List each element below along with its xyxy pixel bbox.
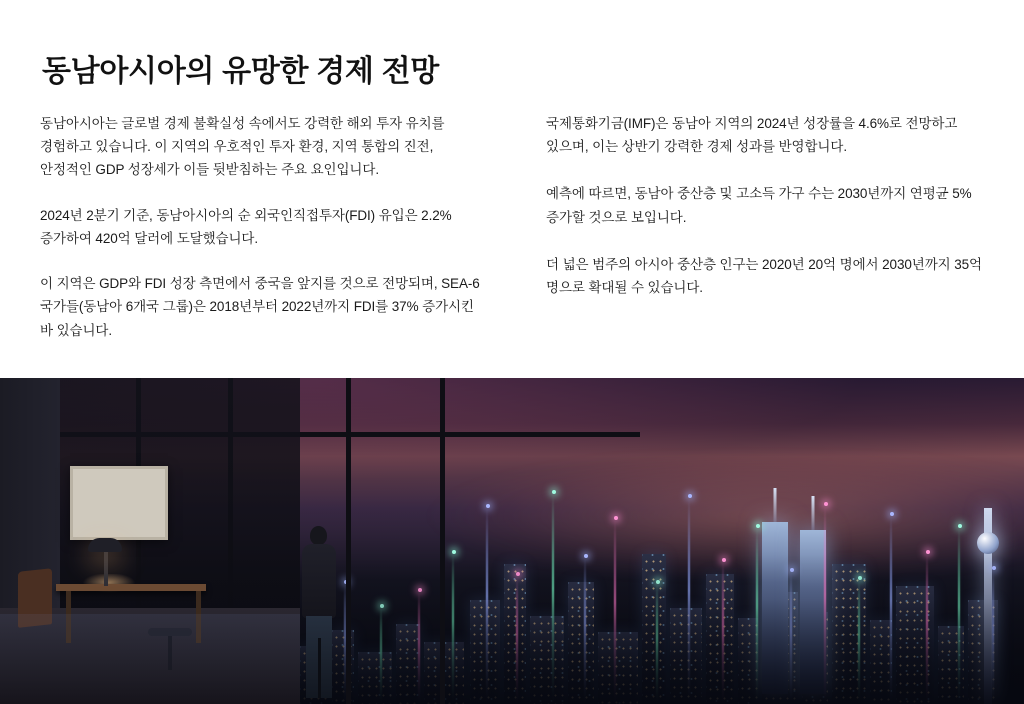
paragraph: 더 넓은 범주의 아시아 중산층 인구는 2020년 20억 명에서 2030년까지 35억 명으로 확대될 수 있습니다. [546,256,982,296]
stool-seat [148,628,192,636]
paragraph: 동남아시아는 글로벌 경제 불확실성 속에서도 강력한 해외 투자 유치를 경험하고 있습니다. 이 지역의 우호적인 투자 환경, 지역 통합의 진전, 안정적인 GDP 성장세가 이들 뒷받침하는 주요 요인입니다. [40,116,445,178]
body-columns [40,112,990,342]
desk-leg [196,591,201,643]
paragraph: 이 지역은 GDP와 FDI 성장 측면에서 중국을 앞지를 것으로 전망되며, SEA-6 국가들(동남아 6개국 그룹)은 2018년부터 2022년까지 FDI를 37% 증가시킨 바 있습니다. [40,276,480,338]
armchair [18,568,52,628]
wall-art [70,466,168,540]
person-silhouette [298,526,340,698]
right-column [546,112,990,342]
paragraph: 예측에 따르면, 동남아 중산층 및 고소득 가구 수는 2030년까지 연평균 5% 증가할 것으로 보입니다. [546,186,972,225]
desk-lamp-arm [104,546,108,586]
window-mullion [346,378,351,704]
desk-lamp-shade [88,538,122,552]
interior-room [0,378,300,704]
paragraph: 2024년 2분기 기준, 동남아시아의 순 외국인직접투자(FDI) 유입은 2.2% 증가하여 420억 달러에 도달했습니다. [40,207,452,246]
window-mullion [440,378,445,704]
left-column [40,112,484,342]
paragraph: 국제통화기금(IMF)은 동남아 지역의 2024년 성장률을 4.6%로 전망하고 있으며, 이는 상반기 강력한 경제 성과를 반영합니다. [546,116,958,155]
stool-leg [168,636,172,670]
desk-leg [66,591,71,643]
desk [56,584,206,591]
page-title: 동남아시아의 유망한 경제 전망 [42,55,439,89]
hero-image [0,378,1024,704]
